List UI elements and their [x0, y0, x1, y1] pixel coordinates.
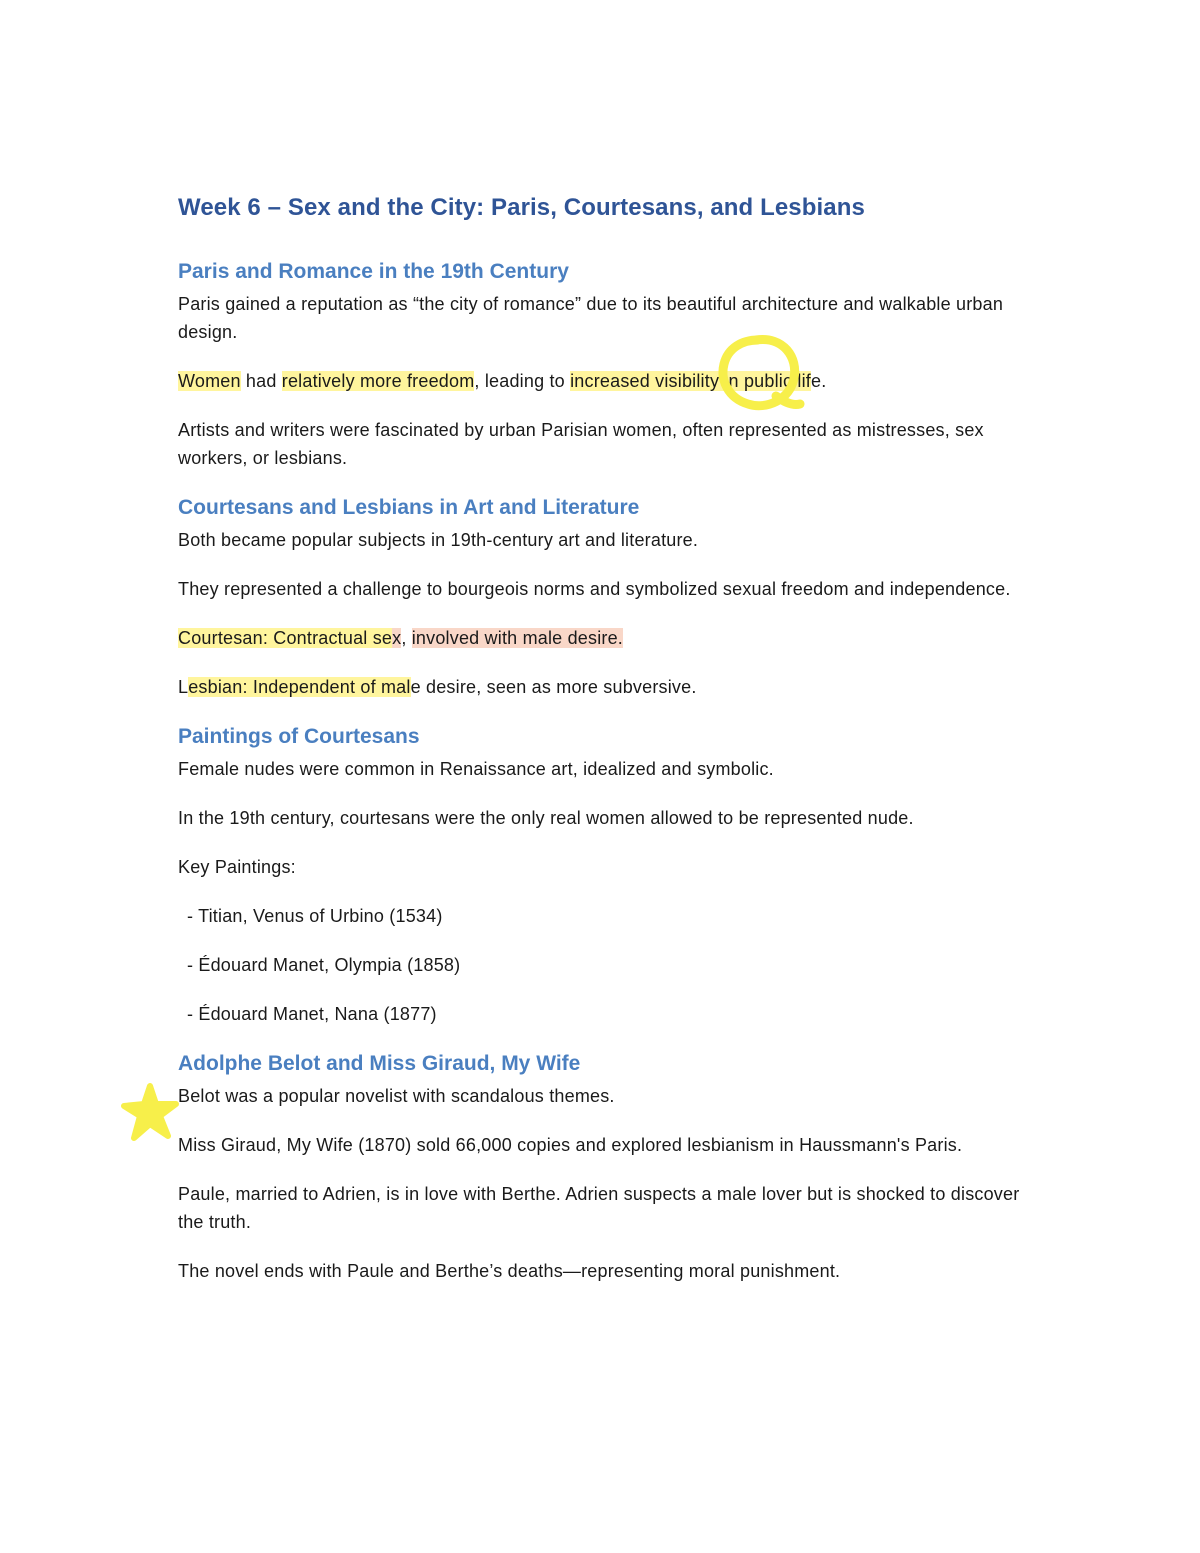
paragraph: Key Paintings:	[178, 857, 296, 877]
text-run: had	[240, 371, 282, 391]
paragraph: Miss Giraud, My Wife (1870) sold 66,000 copies and explored lesbianism in Haussmann's Paris.	[178, 1135, 963, 1155]
highlight-text: Courtesan: Contractual se	[178, 628, 393, 648]
text-run: e desire, seen as more subversive.	[410, 677, 697, 697]
section-heading-paintings: Paintings of Courtesans	[178, 725, 420, 748]
paragraph: Paule, married to Adrien, is in love with Berthe. Adrien suspects a male lover but is shocked to discover the truth.	[178, 1184, 1020, 1232]
section-heading-belot: Adolphe Belot and Miss Giraud, My Wife	[178, 1052, 581, 1075]
paragraph: They represented a challenge to bourgeois norms and symbolized sexual freedom and independence.	[178, 579, 1011, 599]
list-item: - Titian, Venus of Urbino (1534)	[187, 906, 443, 926]
paragraph: Female nudes were common in Renaissance art, idealized and symbolic.	[178, 759, 774, 779]
paragraph: Artists and writers were fascinated by urban Parisian women, often represented as mistresses, sex workers, or lesbians.	[178, 420, 984, 468]
text-run: ,	[401, 628, 412, 648]
highlight-text: relatively more freedom	[281, 371, 475, 391]
text-run: L	[178, 677, 189, 697]
paragraph: Paris gained a reputation as “the city of romance” due to its beautiful architecture and walkable urban design.	[178, 294, 1004, 342]
section-heading-courtesans-lesbians: Courtesans and Lesbians in Art and Literature	[178, 496, 640, 519]
list-item: - Édouard Manet, Olympia (1858)	[187, 955, 461, 975]
highlight-text: esbian: Independent of mal	[188, 677, 411, 697]
star-doodle-icon	[118, 1080, 184, 1146]
text-run: , leading to	[474, 371, 571, 391]
document-page	[178, 190, 1038, 1306]
highlight-text: Women	[178, 371, 241, 391]
paragraph: Belot was a popular novelist with scandalous themes.	[178, 1086, 615, 1106]
highlight-text: x	[392, 628, 402, 648]
paragraph: The novel ends with Paule and Berthe’s deaths—representing moral punishment.	[178, 1261, 841, 1281]
paragraph: In the 19th century, courtesans were the only real women allowed to be represented nude.	[178, 808, 914, 828]
page-title: Week 6 – Sex and the City: Paris, Courtesans, and Lesbians	[178, 194, 865, 221]
paragraph: Both became popular subjects in 19th-century art and literature.	[178, 530, 699, 550]
paragraph-highlighted	[178, 624, 1038, 652]
list-item: - Édouard Manet, Nana (1877)	[187, 1004, 437, 1024]
section-heading-paris-romance: Paris and Romance in the 19th Century	[178, 260, 569, 283]
highlight-text: involved with male desire.	[411, 628, 624, 648]
highlight-text: increased visibility in public lif	[570, 371, 811, 391]
text-run: e.	[811, 371, 827, 391]
paragraph-highlighted	[178, 367, 1038, 395]
paragraph-highlighted	[178, 673, 1038, 701]
